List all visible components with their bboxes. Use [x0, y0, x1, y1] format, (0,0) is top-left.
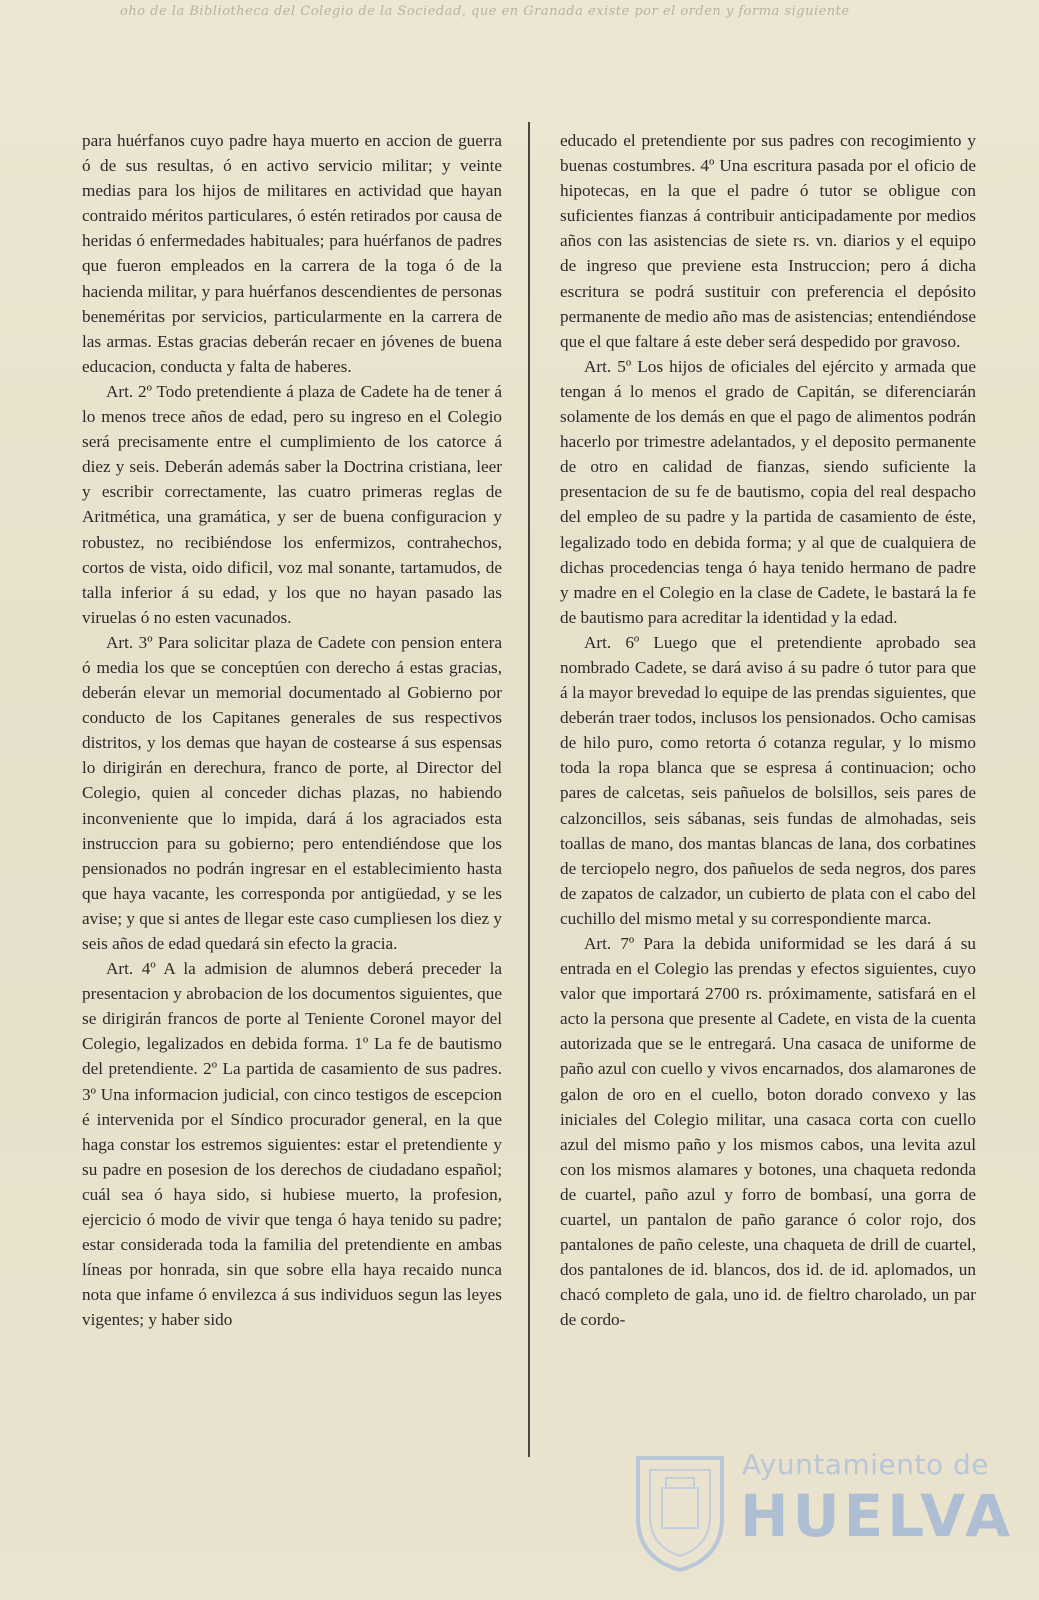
coat-of-arms-icon — [630, 1448, 730, 1573]
right-column — [560, 128, 976, 1333]
article-7-paragraph: Art. 7º Para la debida uniformidad se les dará á su entrada en el Colegio las prendas y efectos siguientes, cuyo valor que importará 2700 rs. próximamente, satisfará en el acto la persona que presente al Cadete, en vista de la cuenta autorizada que se le entregará. Una casaca de uniforme de paño azul con cuello y vivos encarnados, dos alamarones de galon de oro en el cuello, boton dorado convexo y las iniciales del Colegio militar, una casaca corta con cuello azul del mismo paño y los mismos cabos, una levita azul con los mismos alamares y botones, una chaqueta redonda de cuartel, paño azul y forro de bombasí, una gorra de cuartel, un pantalon de paño garance ó color rojo, dos pantalones de paño celeste, una chaqueta de drill de cuartel, dos pantalones de id. blancos, dos id. de id. aplomados, un chacó completo de gala, uno id. de fieltro charolado, un par de cordo- — [560, 934, 976, 1330]
article-4-paragraph: Art. 4º A la admision de alumnos deberá preceder la presentacion y abrobacion de los documentos siguientes, que se dirigirán francos de porte al Teniente Coronel mayor del Colegio, legalizados en debida forma. 1º La fe de bautismo del pretendiente. 2º La partida de casamiento de sus padres. 3º Una informacion judicial, con cinco testigos de escepcion é intervenida por el Síndico procurador general, en la que haga constar los estremos siguientes: estar el pretendiente y su padre en posesion de los derechos de ciudadano español; cuál sea ó haya sido, si hubiese muerto, la profesion, ejercicio ó modo de vivir que tenga ó haya tenido su padre; estar considerada toda la familia del pretendiente en ambas líneas por honrada, sin que sobre ella haya recaido nunca nota que infame ó envilezca á sus individuos segun las leyes vigentes; y haber sido — [82, 959, 502, 1330]
watermark-line-2: HUELVA — [740, 1482, 1015, 1550]
article-6-paragraph: Art. 6º Luego que el pretendiente aprobado sea nombrado Cadete, se dará aviso á su padre ó tutor para que á la mayor brevedad lo equipe de las prendas siguientes, que deberán traer todos, inclusos los pensionados. Ocho camisas de hilo puro, como retorta ó cotanza regular, y lo mismo toda la ropa blanca que se espresa á continuacion; ocho pares de calcetas, seis pañuelos de bolsillos, seis pares de calzoncillos, seis sábanas, seis fundas de almohadas, seis toallas de mano, dos mantas blancas de lana, dos corbatines de terciopelo negro, dos pañuelos de seda negros, dos pares de zapatos de calzador, un cubierto de plata con el cabo del cuchillo del mismo metal y su correspondiente marca. — [560, 632, 976, 928]
article-2-paragraph: Art. 2º Todo pretendiente á plaza de Cadete ha de tener á lo menos trece años de edad, pero su ingreso en el Colegio será precisamente entre el cumplimiento de los catorce á diez y seis. Deberán además saber la Doctrina cristiana, leer y escribir correctamente, las cuatro primeras reglas de Aritmética, una gramática, y ser de buena configuracion y robustez, no recibiéndose los enfermizos, contrahechos, cortos de vista, oido dificil, voz mal sonante, tartamudos, de talla inferior á su edad, y los que no hayan pasado las viruelas ó no esten vacunados. — [82, 381, 502, 627]
article-5-paragraph: Art. 5º Los hijos de oficiales del ejército y armada que tengan á lo menos el grado de Capitán, se diferenciarán solamente de los demás en que el pago de alimentos podrán hacerlo por trimestre adelantados, y el deposito permanente de otro en calidad de fianzas, siendo suficiente la presentacion de su fe de bautismo, copia del real despacho del empleo de su padre y la partida de casamiento de éste, legalizado todo en debida forma; y al que de cualquiera de dichas procedencias tenga ó haya tenido hermano de padre y madre en el Colegio en la clase de Cadete, le bastará la fe de bautismo para acreditar la identidad y la edad. — [560, 356, 976, 627]
watermark-line-1: Ayuntamiento de — [742, 1448, 989, 1481]
left-column — [82, 128, 502, 1333]
right-paragraph-1: educado el pretendiente por sus padres con recogimiento y buenas costumbres. 4º Una escritura pasada por el oficio de hipotecas, en la que el padre ó tutor se obligue con suficientes fianzas á contribuir anticipadamente por medios años con las asistencias de siete rs. vn. diarios y el equipo de ingreso que previene esta Instruccion; pero á dicha escritura se podrá sustituir con preferencia el depósito permanente de medio año mas de asistencias; entendiéndose que el que faltare á este deber será despedido por gravoso. — [560, 131, 976, 351]
ayuntamiento-watermark — [630, 1440, 1015, 1580]
left-paragraph-1: para huérfanos cuyo padre haya muerto en accion de guerra ó de sus resultas, ó en activo servicio militar; y veinte medias para los hijos de militares en actividad que hayan contraido méritos particulares, ó estén retirados por causa de heridas ó enfermedades habituales; para huérfanos de padres que fueron empleados en la carrera de la toga ó de la hacienda militar, y para huérfanos descendientes de personas beneméritas por servicios, particularmente en la carrera de las armas. Estas gracias deberán recaer en jóvenes de buena educacion, conducta y falta de haberes. — [82, 131, 502, 376]
bleed-through-text: oho de la Bibliotheca del Colegio de la Sociedad, que en Granada existe por el orden y forma siguiente — [120, 4, 850, 19]
article-3-paragraph: Art. 3º Para solicitar plaza de Cadete con pension entera ó media los que se conceptúen con derecho á estas gracias, deberán elevar un memorial documentado al Gobierno por conducto de los Capitanes generales de sus respectivos distritos, y los demas que hayan de costearse á sus espensas lo dirigirán en derechura, franco de porte, al Director del Colegio, quien al conceder dichas plazas, no habiendo inconveniente que lo impida, dará á los agraciados esta instruccion para su gobierno; pero entendiéndose que los pensionados no podrán ingresar en el establecimiento hasta que haya vacante, les corresponda por antigüedad, y se les avise; y que si antes de llegar este caso cumpliesen los diez y seis años de edad quedará sin efecto la gracia. — [82, 632, 503, 953]
column-divider — [528, 122, 530, 1457]
